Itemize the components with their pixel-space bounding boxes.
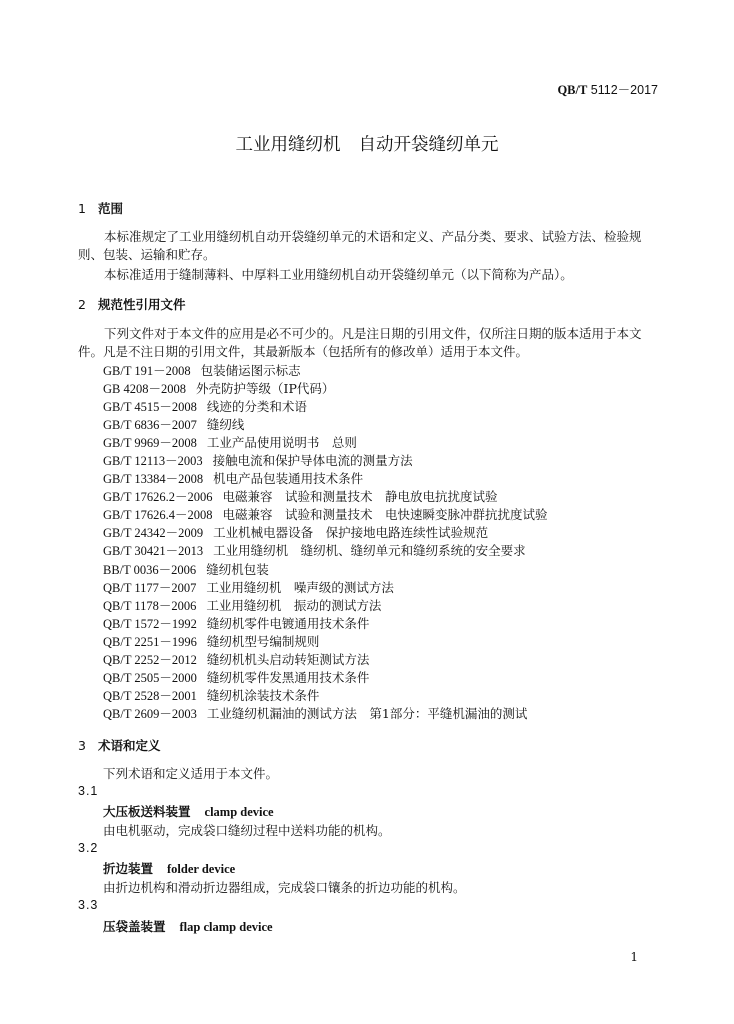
reference-item — [103, 380, 548, 398]
scope-paragraph-2: 本标准适用于缝制薄料、中厚料工业用缝纫机自动开袋缝纫单元（以下简称为产品）。 — [104, 267, 573, 282]
reference-item — [103, 524, 548, 542]
reference-item — [103, 687, 548, 705]
term-3-zh: 压袋盖装置 — [103, 919, 166, 934]
reference-code: GB/T 17626.2－2006 — [103, 490, 213, 505]
reference-code: GB/T 4515－2008 — [103, 400, 197, 415]
standard-prefix: QB/T — [557, 83, 588, 97]
term-2-en: folder device — [167, 862, 236, 876]
reference-code: GB/T 6836－2007 — [103, 418, 197, 433]
reference-title: 工业用缝纫机 振动的测试方法 — [206, 597, 382, 613]
section-3-heading — [78, 736, 161, 754]
term-1-en: clamp device — [204, 805, 274, 819]
reference-title: 缝纫机机头启动转矩测试方法 — [206, 651, 370, 667]
reference-code: QB/T 2609－2003 — [103, 706, 197, 721]
term-1-definition: 由电机驱动，完成袋口缝纫过程中送料功能的机构。 — [103, 823, 391, 838]
reference-title: 缝纫机型号编制规则 — [206, 633, 320, 649]
reference-item — [103, 633, 548, 651]
document-title — [0, 131, 734, 156]
reference-item — [103, 488, 548, 506]
reference-code: QB/T 1572－1992 — [103, 616, 197, 631]
reference-item — [103, 669, 548, 687]
reference-item — [103, 434, 548, 452]
section-1-title: 范围 — [98, 201, 124, 216]
reference-title: 电磁兼容 试验和测量技术 静电放电抗扰度试验 — [222, 489, 498, 505]
section-3-number: 3 — [78, 738, 86, 753]
reference-code: QB/T 1177－2007 — [103, 580, 197, 595]
reference-code: GB/T 191－2008 — [103, 364, 191, 378]
term-1-number: 3.1 — [78, 784, 99, 798]
reference-title: 缝纫机涂装技术条件 — [206, 687, 320, 703]
reference-item — [103, 597, 548, 615]
section-2-heading — [78, 295, 186, 313]
term-3-number: 3.3 — [78, 898, 99, 912]
reference-title: 工业用缝纫机 噪声级的测试方法 — [206, 579, 394, 595]
reference-item — [103, 470, 548, 488]
term-3-en: flap clamp device — [179, 920, 273, 934]
reference-code: GB/T 12113－2003 — [103, 454, 203, 469]
reference-code: GB 4208－2008 — [103, 382, 186, 397]
reference-code: GB/T 17626.4－2008 — [103, 508, 213, 523]
reference-code: GB/T 24342－2009 — [103, 526, 204, 541]
section-1-heading — [78, 199, 123, 217]
standard-number: 5112－2017 — [587, 83, 658, 97]
reference-code: QB/T 2251－1996 — [103, 634, 197, 649]
reference-list — [103, 362, 548, 723]
title-part-2: 自动开袋缝纫单元 — [358, 135, 499, 155]
reference-code: QB/T 2528－2001 — [103, 688, 197, 703]
reference-title: 工业机械电器设备 保护接地电路连续性试验规范 — [213, 525, 489, 541]
reference-item — [103, 705, 548, 723]
reference-code: QB/T 2252－2012 — [103, 652, 197, 667]
reference-code: GB/T 9969－2008 — [103, 436, 197, 451]
scope-paragraph-1: 本标准规定了工业用缝纫机自动开袋缝纫单元的术语和定义、产品分类、要求、试验方法、检验规则、包装、运输和贮存。 — [78, 229, 642, 262]
reference-title: 缝纫机零件发黑通用技术条件 — [206, 669, 370, 685]
term-2-number: 3.2 — [78, 841, 99, 855]
reference-title: 线迹的分类和术语 — [206, 399, 307, 415]
reference-title: 缝纫机零件电镀通用技术条件 — [206, 615, 370, 631]
reference-title: 机电产品包装通用技术条件 — [213, 471, 364, 487]
term-3-name — [103, 917, 273, 935]
reference-title: 工业缝纫机漏油的测试方法 第1部分：平缝机漏油的测试 — [206, 705, 528, 721]
reference-item — [103, 615, 548, 633]
reference-title: 缝纫线 — [206, 417, 245, 433]
reference-code: QB/T 1178－2006 — [103, 598, 197, 613]
term-2-zh: 折边装置 — [103, 861, 154, 876]
reference-item — [103, 651, 548, 669]
section-2-number: 2 — [78, 297, 86, 312]
term-2-definition: 由折边机构和滑动折边器组成，完成袋口镶条的折边功能的机构。 — [103, 880, 466, 895]
reference-title: 包装储运图示标志 — [200, 363, 301, 378]
term-1-zh: 大压板送料装置 — [103, 804, 191, 819]
title-part-1: 工业用缝纫机 — [235, 135, 341, 155]
reference-item — [103, 561, 548, 579]
section-3-title: 术语和定义 — [98, 738, 161, 753]
reference-title: 外壳防护等级（IP代码） — [196, 381, 335, 397]
standard-code — [557, 80, 658, 98]
reference-item — [103, 362, 548, 380]
reference-code: QB/T 2505－2000 — [103, 670, 197, 685]
reference-code: GB/T 13384－2008 — [103, 472, 204, 487]
reference-item — [103, 416, 548, 434]
reference-code: BB/T 0036－2006 — [103, 562, 197, 577]
references-intro: 下列文件对于本文件的应用是必不可少的。凡是注日期的引用文件，仅所注日期的版本适用于本文件。凡是不注日期的引用文件，其最新版本（包括所有的修改单）适用于本文件。 — [78, 326, 642, 359]
term-1-name — [103, 802, 274, 820]
reference-item — [103, 579, 548, 597]
section-2-title: 规范性引用文件 — [98, 297, 186, 312]
reference-code: GB/T 30421－2013 — [103, 544, 204, 559]
reference-title: 电磁兼容 试验和测量技术 电快速瞬变脉冲群抗扰度试验 — [222, 507, 548, 523]
reference-item — [103, 452, 548, 470]
reference-item — [103, 398, 548, 416]
term-2-name — [103, 859, 235, 877]
page-number: 1 — [630, 950, 638, 964]
reference-title: 接触电流和保护导体电流的测量方法 — [212, 453, 413, 469]
reference-title: 工业产品使用说明书 总则 — [206, 435, 357, 451]
reference-title: 工业用缝纫机 缝纫机、缝纫单元和缝纫系统的安全要求 — [213, 543, 526, 559]
terms-intro: 下列术语和定义适用于本文件。 — [103, 766, 279, 781]
reference-title: 缝纫机包装 — [206, 561, 269, 577]
section-1-number: 1 — [78, 201, 86, 216]
reference-item — [103, 542, 548, 560]
reference-item — [103, 506, 548, 524]
